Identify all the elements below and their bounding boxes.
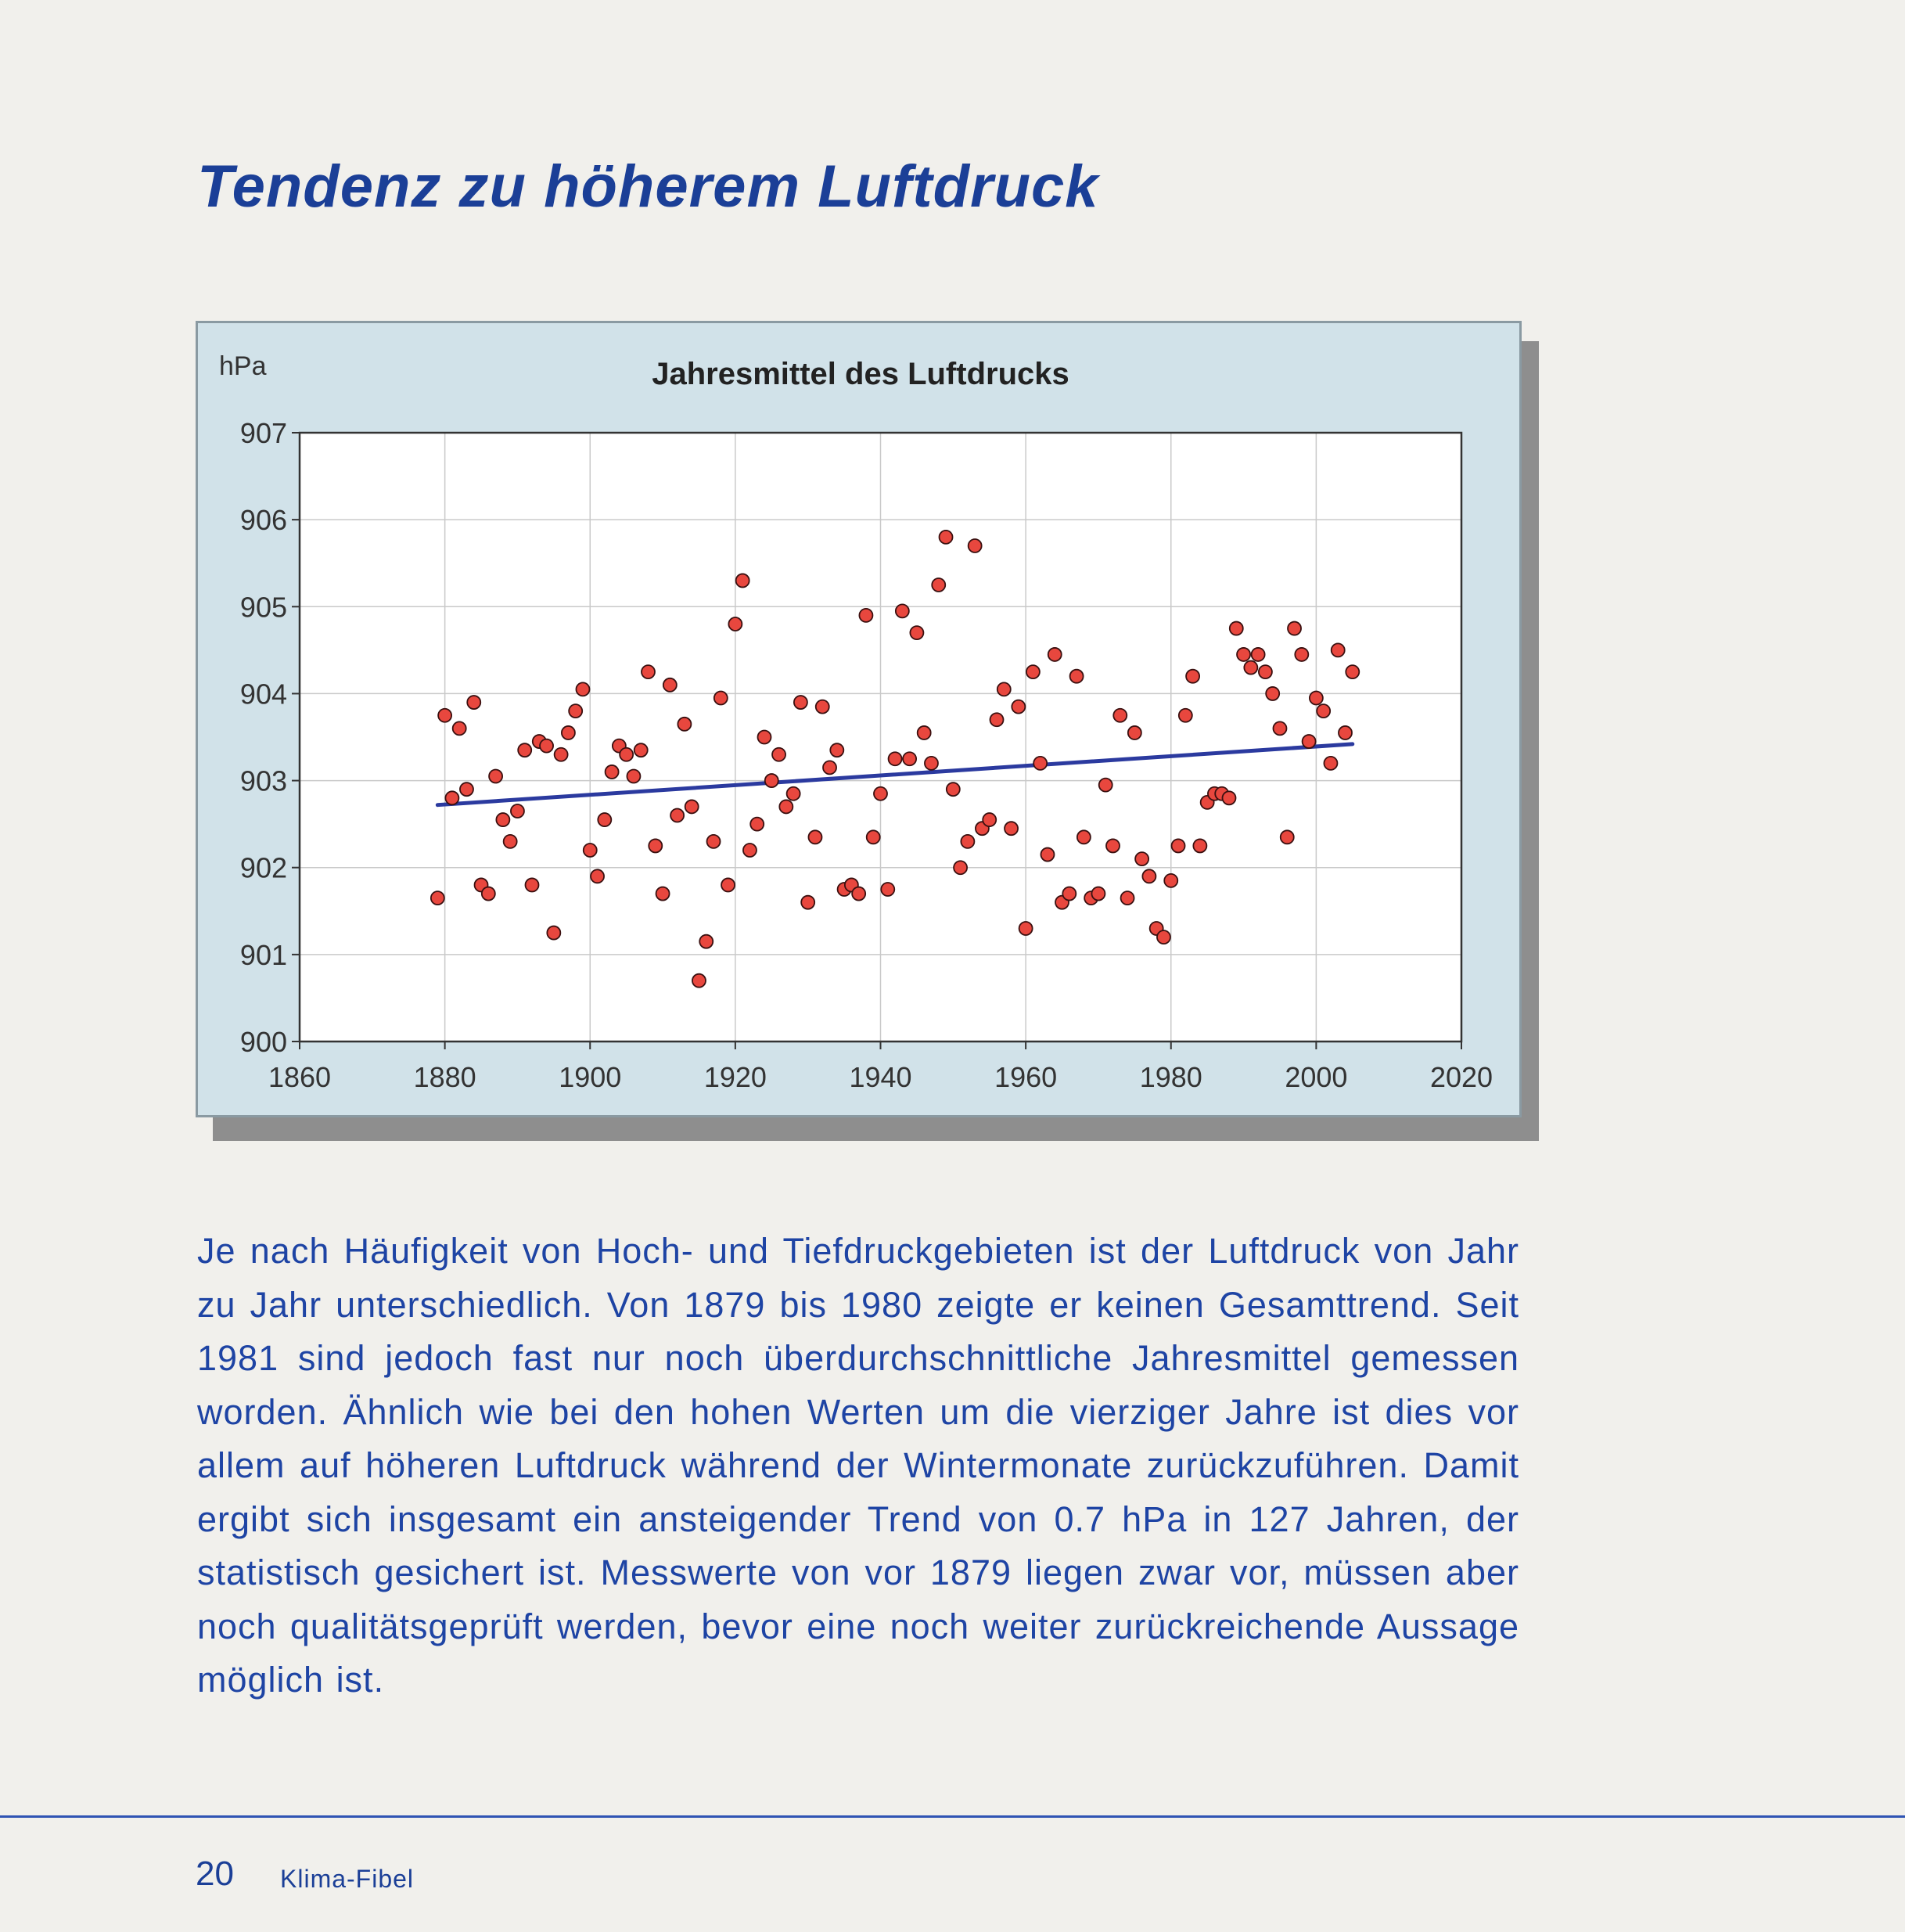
data-point-1939 (867, 830, 880, 844)
data-point-1882 (453, 721, 466, 735)
data-point-1998 (1295, 648, 1308, 661)
x-tick-label-1940: 1940 (849, 1061, 912, 1093)
x-tick-label-1920: 1920 (703, 1061, 767, 1093)
page-number: 20 (196, 1855, 234, 1893)
data-point-1992 (1252, 648, 1265, 661)
plot-area (240, 417, 1493, 1093)
x-tick-label-1980: 1980 (1139, 1061, 1202, 1093)
footer-label: Klima-Fibel (280, 1865, 415, 1893)
data-point-1908 (642, 665, 655, 678)
data-point-1914 (685, 800, 699, 813)
data-point-1976 (1135, 852, 1148, 865)
y-tick-label-900: 900 (239, 1026, 287, 1058)
data-point-1971 (1099, 779, 1112, 792)
data-point-1999 (1303, 735, 1316, 748)
data-point-1958 (1005, 822, 1018, 835)
data-point-1901 (591, 869, 604, 883)
data-point-1975 (1128, 726, 1141, 739)
data-point-1948 (932, 578, 945, 592)
data-point-1932 (816, 700, 829, 714)
data-point-1930 (801, 896, 814, 909)
data-point-1895 (547, 926, 560, 940)
data-point-1931 (808, 830, 821, 844)
data-point-1950 (947, 783, 960, 796)
data-point-1927 (779, 800, 793, 813)
x-tick-label-2000: 2000 (1285, 1061, 1348, 1093)
body-paragraph: Je nach Häufigkeit von Hoch- und Tiefdruckgebieten ist der Luftdruck von Jahr zu Jahr unterschiedlich. Von 1879 bis 1980 zeigte er keinen Gesamttrend. Seit 1981 sind jedoch fast nur noch überdurchschnittliche Jahresmittel gemessen worden. Ähnlich wie bei den hohen Werten um die vierziger Jahre ist dies vor allem auf höheren Luftdruck während der Wintermonate zurückzuführen. Damit ergibt sich insgesamt ein ansteigender Trend von 0.7 hPa in 127 Jahren, der statistisch gesichert ist. Messwerte von vor 1879 liegen zwar vor, müssen aber noch qualitätsgeprüft werden, bevor eine noch weiter zurückreichende Aussage möglich ist. (197, 1231, 1519, 1700)
data-point-1952 (961, 835, 974, 848)
data-point-1917 (707, 835, 721, 848)
chart-title: Jahresmittel des Luftdrucks (652, 357, 1069, 391)
x-tick-label-1880: 1880 (413, 1061, 476, 1093)
data-point-1942 (889, 752, 902, 765)
data-point-1943 (896, 604, 909, 617)
data-point-1915 (692, 974, 706, 988)
data-point-1960 (1019, 922, 1033, 935)
data-point-1910 (656, 887, 670, 901)
data-point-1929 (794, 696, 807, 709)
data-point-1996 (1281, 830, 1294, 844)
data-point-1991 (1244, 661, 1257, 675)
data-point-2002 (1324, 757, 1337, 770)
data-point-1956 (990, 713, 1004, 726)
data-point-1921 (736, 574, 749, 587)
data-point-1997 (1288, 622, 1301, 635)
data-point-1926 (772, 748, 785, 761)
data-point-1966 (1062, 887, 1076, 901)
footer-rule (0, 1815, 1905, 1818)
data-point-1883 (460, 783, 473, 796)
data-point-1972 (1106, 839, 1120, 852)
data-point-2001 (1317, 704, 1330, 718)
data-point-1994 (1266, 687, 1279, 700)
x-tick-label-2020: 2020 (1429, 1061, 1493, 1093)
data-point-1964 (1048, 648, 1062, 661)
data-point-2004 (1339, 726, 1352, 739)
data-point-1916 (699, 935, 713, 948)
data-point-1923 (750, 818, 764, 831)
data-point-1973 (1113, 709, 1127, 722)
data-point-1984 (1193, 839, 1206, 852)
x-tick-label-1960: 1960 (994, 1061, 1058, 1093)
data-point-1891 (518, 743, 531, 757)
data-point-1907 (634, 743, 648, 757)
data-point-1993 (1259, 665, 1272, 678)
data-point-1957 (997, 682, 1011, 696)
data-point-1980 (1164, 874, 1177, 887)
data-point-1933 (823, 761, 836, 774)
y-tick-label-905: 905 (239, 591, 287, 624)
data-point-1894 (540, 739, 553, 753)
data-point-1902 (598, 813, 611, 826)
data-point-1900 (584, 844, 597, 857)
y-tick-label-904: 904 (239, 678, 287, 711)
data-point-1889 (504, 835, 517, 848)
data-point-1977 (1142, 869, 1156, 883)
data-point-1995 (1273, 721, 1286, 735)
data-point-1946 (918, 726, 931, 739)
y-tick-label-903: 903 (239, 765, 287, 797)
data-point-1909 (649, 839, 662, 852)
data-point-1918 (714, 691, 728, 704)
data-point-1920 (728, 617, 742, 631)
data-point-1955 (983, 813, 996, 826)
data-point-1928 (787, 787, 800, 801)
data-point-1887 (489, 770, 502, 783)
data-point-1990 (1237, 648, 1250, 661)
data-point-1983 (1186, 670, 1199, 683)
data-point-1981 (1172, 839, 1185, 852)
data-point-1963 (1041, 848, 1054, 862)
data-point-1934 (830, 743, 843, 757)
data-point-1890 (511, 804, 524, 818)
data-point-1888 (496, 813, 509, 826)
data-point-1898 (569, 704, 582, 718)
data-point-1974 (1121, 891, 1134, 905)
data-point-1938 (859, 609, 872, 622)
data-point-1947 (925, 757, 938, 770)
data-point-2000 (1310, 691, 1323, 704)
data-point-1912 (670, 809, 684, 822)
data-point-1886 (482, 887, 495, 901)
chart-panel (196, 321, 1522, 1117)
data-point-2003 (1332, 643, 1345, 657)
data-point-1911 (663, 678, 677, 692)
data-point-1944 (903, 752, 916, 765)
data-point-1879 (431, 891, 444, 905)
data-point-1988 (1223, 791, 1236, 804)
data-point-1953 (969, 539, 982, 552)
y-tick-label-901: 901 (239, 938, 287, 971)
data-point-1937 (852, 887, 865, 901)
data-point-1979 (1157, 930, 1170, 944)
data-point-1903 (606, 765, 619, 779)
data-point-1899 (576, 682, 589, 696)
data-point-1925 (765, 774, 778, 787)
data-point-1941 (881, 883, 894, 896)
data-point-1919 (721, 878, 735, 891)
page-title: Tendenz zu höherem Luftdruck (197, 153, 1099, 220)
y-tick-label-902: 902 (239, 851, 287, 884)
y-tick-label-906: 906 (239, 504, 287, 537)
data-point-1897 (562, 726, 575, 739)
data-point-1905 (620, 748, 633, 761)
data-point-1989 (1230, 622, 1243, 635)
data-point-1906 (627, 770, 640, 783)
x-tick-label-1860: 1860 (268, 1061, 332, 1093)
data-point-1945 (910, 626, 923, 639)
y-axis-label: hPa (219, 351, 267, 381)
x-tick-label-1900: 1900 (559, 1061, 622, 1093)
data-point-1949 (940, 531, 953, 544)
data-point-1970 (1091, 887, 1105, 901)
data-point-1884 (467, 696, 480, 709)
data-point-1880 (438, 709, 451, 722)
y-tick-label-907: 907 (239, 417, 287, 449)
data-point-1968 (1077, 830, 1091, 844)
data-point-1913 (678, 718, 691, 731)
data-point-1881 (445, 791, 458, 804)
data-point-1982 (1179, 709, 1192, 722)
data-point-2005 (1346, 665, 1359, 678)
data-point-1922 (743, 844, 757, 857)
data-point-1896 (555, 748, 568, 761)
data-point-1940 (874, 787, 887, 801)
data-point-1962 (1033, 757, 1047, 770)
data-point-1967 (1070, 670, 1084, 683)
data-point-1924 (758, 731, 771, 744)
data-point-1961 (1026, 665, 1040, 678)
data-point-1951 (954, 861, 967, 874)
scatter-chart (198, 323, 1519, 1115)
data-point-1892 (526, 878, 539, 891)
data-point-1959 (1012, 700, 1025, 714)
